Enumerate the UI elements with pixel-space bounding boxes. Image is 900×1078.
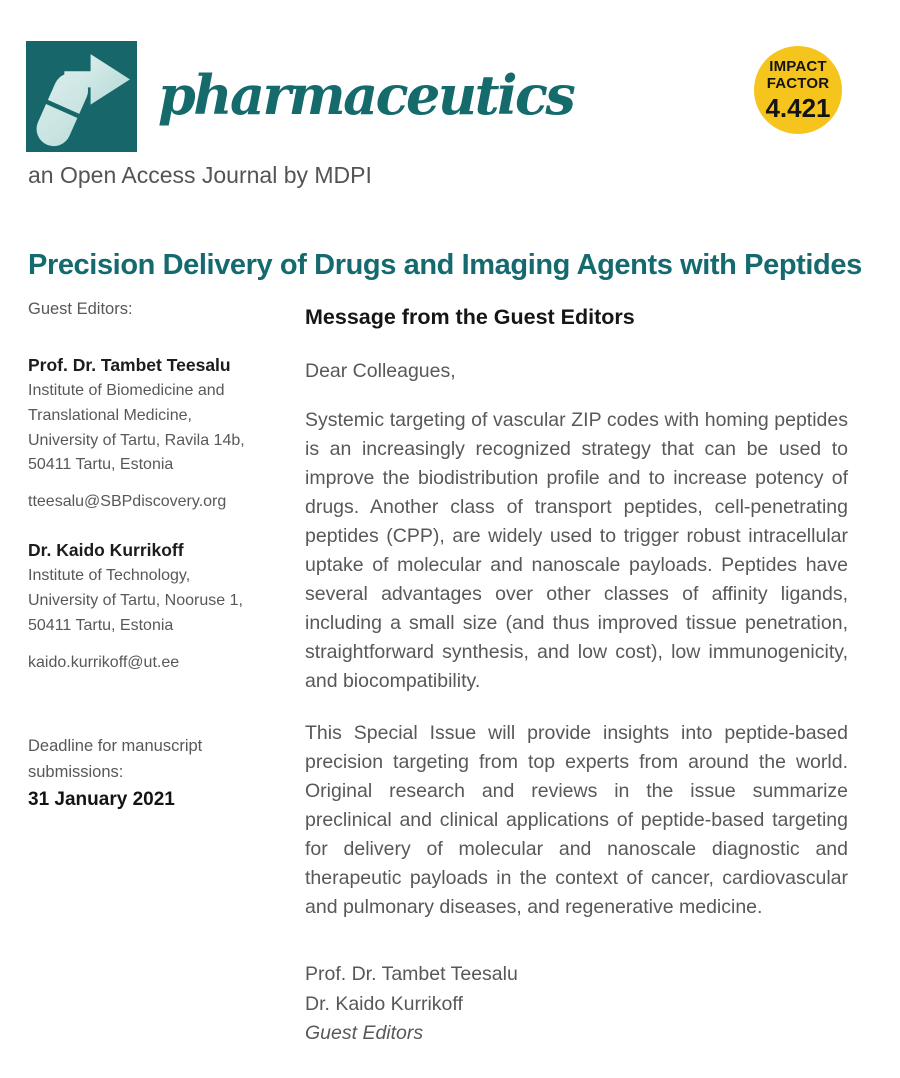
signature-role: Guest Editors — [305, 1022, 424, 1044]
guest-editor-2-name: Dr. Kaido Kurrikoff — [28, 540, 184, 561]
journal-tagline: an Open Access Journal by MDPI — [28, 162, 372, 188]
guest-editor-1-name: Prof. Dr. Tambet Teesalu — [28, 355, 231, 375]
deadline-date: 31 January 2021 — [28, 789, 175, 810]
guest-editors-sidebar — [28, 300, 286, 699]
deadline-block — [28, 733, 223, 813]
message-paragraph-2: This Special Issue will provide insights into peptide-based precision targeting from top experts from around the world. Original research and reviews in the issue summarize preclinical and clinical applications of peptide-based targeting for delivery of molecular and nanoscale diagnostic and therapeutic payloads in the context of cancer, cardiovascular and pulmonary diseases, and regenerative medicine. — [305, 722, 848, 918]
guest-editors-label: Guest Editors: — [28, 300, 133, 318]
message-column — [305, 304, 848, 1049]
journal-logo — [26, 41, 137, 152]
salutation: Dear Colleagues, — [305, 360, 456, 382]
signature-name-2: Dr. Kaido Kurrikoff — [305, 992, 463, 1015]
guest-editor-1-email-link[interactable]: tteesalu@SBPdiscovery.org — [28, 493, 227, 511]
guest-editor-2-email-link[interactable]: kaido.kurrikoff@ut.ee — [28, 653, 180, 671]
guest-editor-1 — [28, 353, 286, 514]
special-issue-title: Precision Delivery of Drugs and Imaging Agents with Peptides — [28, 249, 862, 281]
guest-editor-2-affiliation-line: 50411 Tartu, Estonia — [28, 616, 174, 634]
impact-factor-label-1: IMPACT — [769, 57, 827, 75]
guest-editor-1-affiliation-line: 50411 Tartu, Estonia — [28, 456, 174, 474]
guest-editor-2-affiliation-line: University of Tartu, Nooruse 1, — [28, 591, 243, 609]
guest-editor-2 — [28, 538, 286, 674]
guest-editor-1-affiliation-line: Institute of Biomedicine and — [28, 382, 225, 399]
guest-editor-1-affiliation-line: University of Tartu, Ravila 14b, — [28, 431, 245, 449]
guest-editor-1-affiliation-line: Translational Medicine, — [28, 406, 192, 424]
signature-name-1: Prof. Dr. Tambet Teesalu — [305, 963, 518, 985]
pill-arrow-icon — [26, 41, 137, 152]
signature-block — [305, 960, 848, 1049]
impact-factor-value: 4.421 — [765, 92, 831, 123]
guest-editor-2-affiliation-line: Institute of Technology, — [28, 567, 191, 585]
impact-factor-badge — [754, 46, 842, 134]
message-paragraph-1: Systemic targeting of vascular ZIP codes with homing peptides is an increasingly recognized strategy that can be used to improve the biodistribution profile and to increase potency of drugs. Another class of transport peptides, cell-penetrating peptides (CPP), are widely used to trigger robust intracellular uptake of molecular and nanoscale payloads. Peptides have several advantages over other classes of affinity ligands, including a small size (and thus improved tissue penetration, straightforward synthesis, and low cost), low immunogenicity, and biocompatibility. — [305, 409, 848, 692]
impact-factor-label-2: FACTOR — [766, 74, 830, 92]
message-heading: Message from the Guest Editors — [305, 305, 635, 329]
journal-name: pharmaceutics — [158, 63, 574, 127]
deadline-label: Deadline for manuscript submissions: — [28, 737, 203, 781]
